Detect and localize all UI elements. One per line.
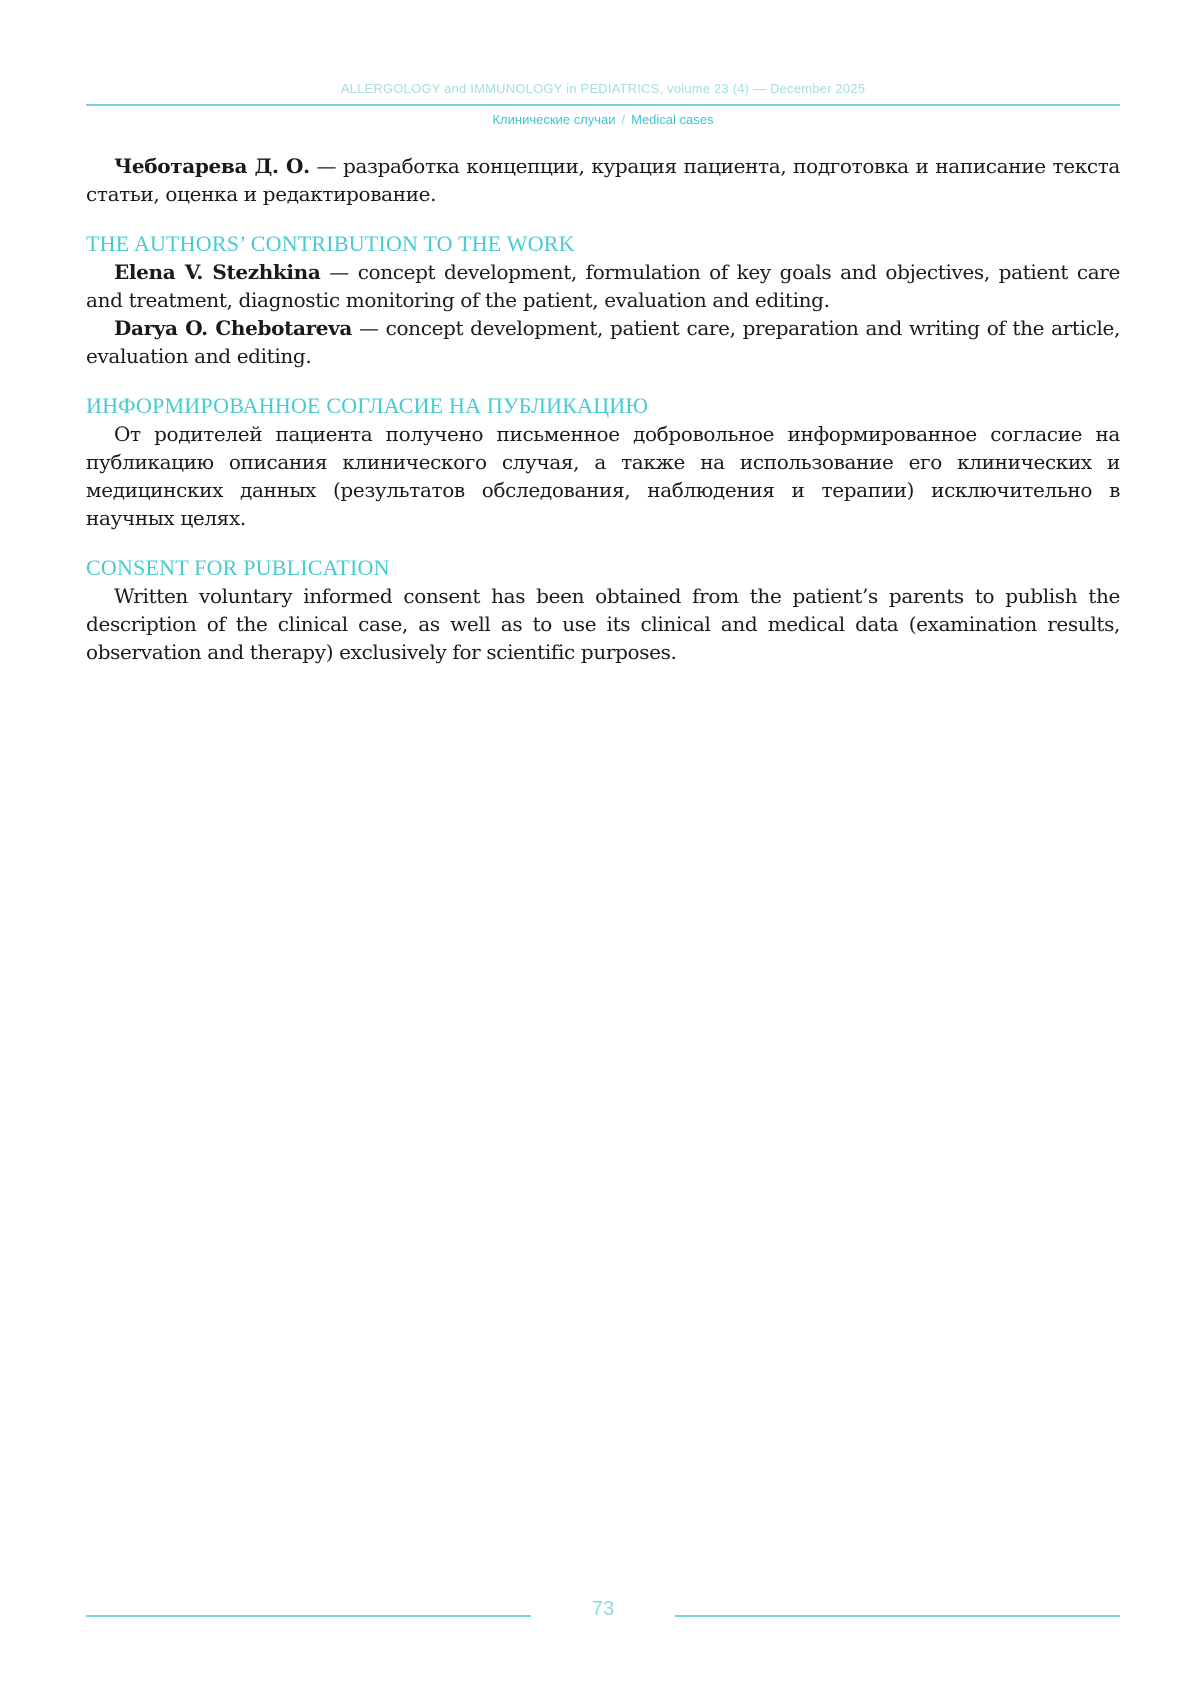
section-label-en: Medical cases <box>631 112 714 127</box>
heading-authors-contribution: THE AUTHORS’ CONTRIBUTION TO THE WORK <box>86 231 575 256</box>
page-footer <box>86 1592 1120 1622</box>
page-number: 73 <box>591 1598 615 1620</box>
author-name: Чеботарева Д. О. <box>114 154 310 178</box>
paragraph-consent-ru: От родителей пациента получено письменное добровольное информированное согласие на публикацию описания клинического случая, а также на использование его клинических и медицинских данных (результатов обследования, наблюдения и терапии) исключительно в научных целях. <box>86 422 1120 530</box>
contribution-text: — разработка концепции, курация пациента, подготовка и написание текста статьи, оценка и редактирование. <box>86 154 1120 206</box>
footer-rule-left <box>86 1615 531 1617</box>
paragraph-chebotareva-ru <box>86 152 1120 208</box>
author-name: Elena V. Stezhkina <box>114 260 321 284</box>
paragraph-chebotareva-en <box>86 314 1120 370</box>
heading-consent-en: CONSENT FOR PUBLICATION <box>86 555 390 580</box>
journal-title: ALLERGOLOGY and IMMUNOLOGY in PEDIATRICS, volume 23 (4) — December 2025 <box>340 81 866 96</box>
article-body <box>86 152 1120 666</box>
contribution-text: — concept development, formulation of key goals and objectives, patient care and treatment, diagnostic monitoring of the patient, evaluation and editing. <box>86 260 1120 312</box>
header-rule <box>86 104 1120 106</box>
running-header <box>86 80 1120 129</box>
section-label-ru: Клинические случаи <box>492 112 616 127</box>
section-label <box>86 111 1120 129</box>
heading-consent-ru: ИНФОРМИРОВАННОЕ СОГЛАСИЕ НА ПУБЛИКАЦИЮ <box>86 393 649 418</box>
footer-rule-right <box>675 1615 1120 1617</box>
paragraph-consent-en: Written voluntary informed consent has been obtained from the patient’s parents to publish the description of the clinical case, as well as to use its clinical and medical data (examination results, observation and therapy) exclusively for scientific purposes. <box>86 584 1120 664</box>
contribution-text: — concept development, patient care, preparation and writing of the article, evaluation and editing. <box>86 316 1121 368</box>
section-separator: / <box>621 112 626 127</box>
paragraph-stezhkina-en <box>86 258 1120 314</box>
author-name: Darya O. Chebotareva <box>114 316 353 340</box>
